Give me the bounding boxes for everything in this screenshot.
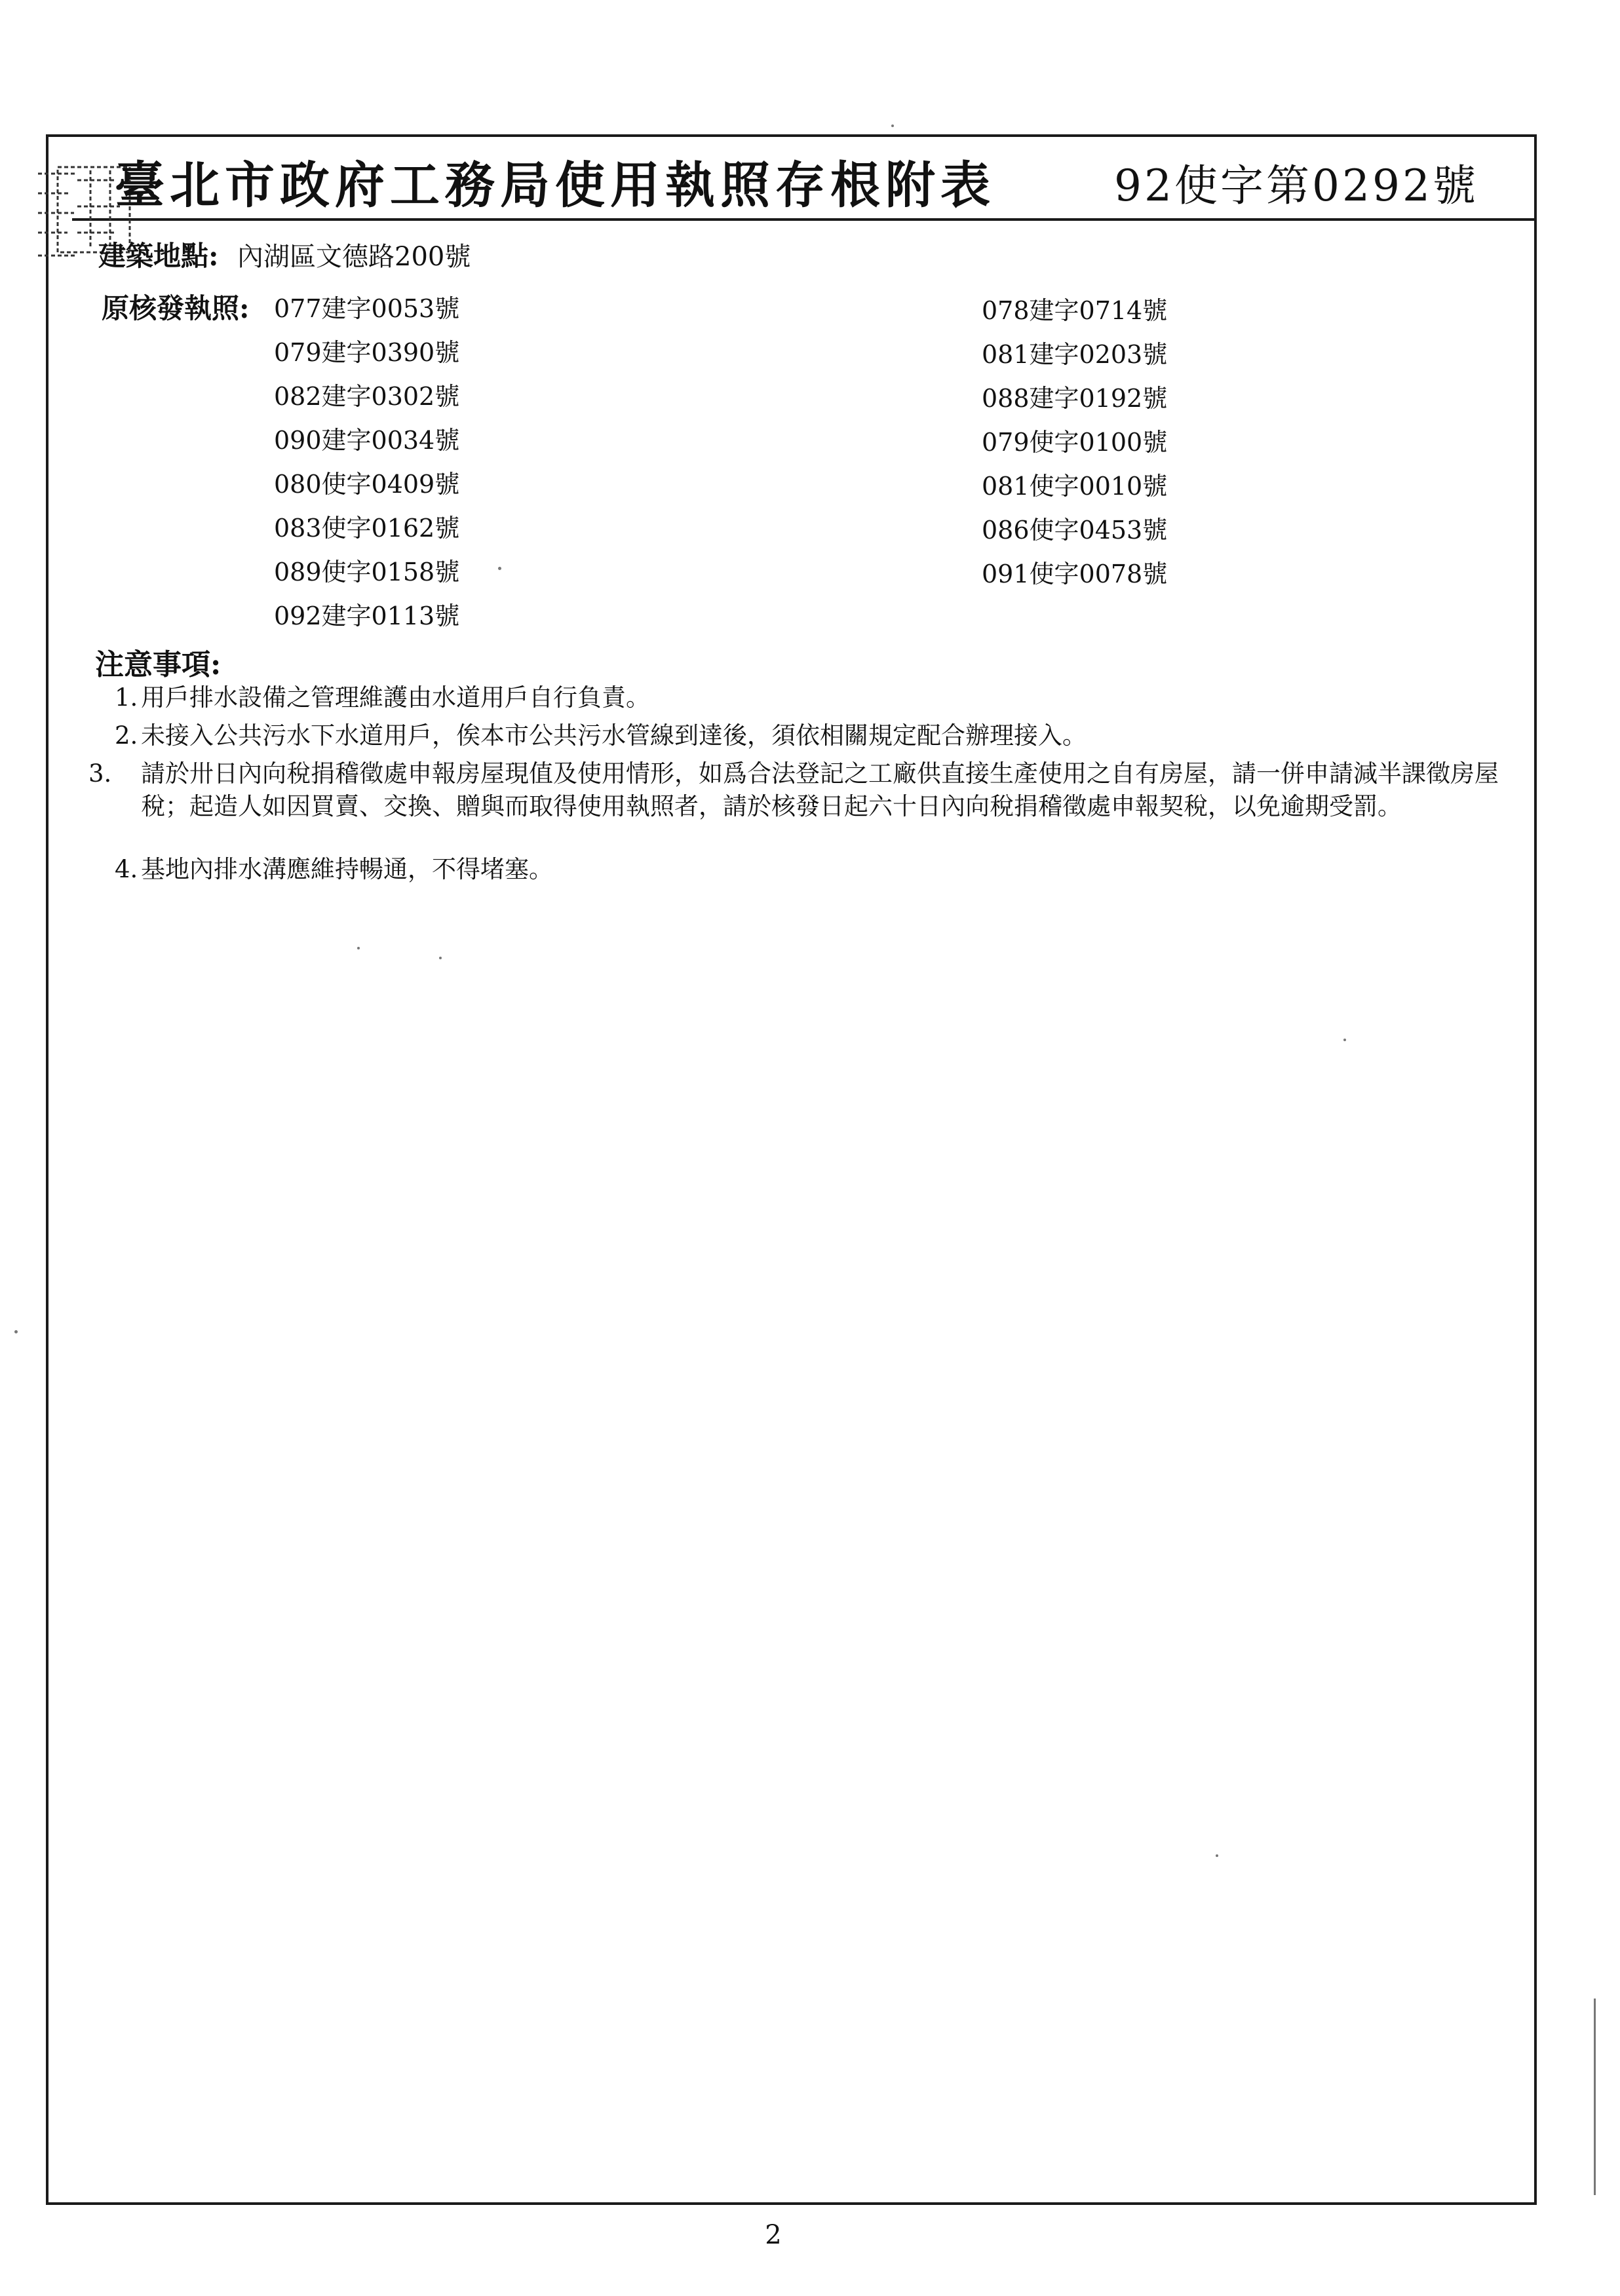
permit-left-4: 090建字0034號 bbox=[274, 426, 460, 455]
note-text: 請於卅日內向稅捐稽徵處申報房屋現值及使用情形，如爲合法登記之工廠供直接生產使用之自有房屋，請一併申請減半課徵房屋稅；起造人如因買賣、交換、贈與而取得使用執照者，請於核發日起六十日內向稅捐稽徵處申報契稅，以免逾期受罰。 bbox=[141, 759, 1499, 820]
scan-edge-line bbox=[1594, 1999, 1596, 2195]
note-item-1 bbox=[115, 681, 1517, 714]
scan-speck bbox=[14, 1330, 18, 1333]
page-number: 2 bbox=[765, 2220, 782, 2250]
scan-speck bbox=[1343, 1039, 1346, 1041]
note-number: 3. bbox=[88, 759, 112, 788]
permit-right-6: 086使字0453號 bbox=[982, 516, 1168, 545]
note-number: 1. bbox=[115, 683, 138, 712]
permit-right-4: 079使字0100號 bbox=[982, 428, 1168, 457]
scan-speck bbox=[498, 567, 501, 570]
permit-left-2: 079建字0390號 bbox=[274, 338, 460, 367]
permits-label: 原核發執照: bbox=[102, 292, 250, 324]
title-divider bbox=[72, 218, 1537, 221]
address-label: 建築地點: bbox=[98, 240, 219, 272]
address-value: 內湖區文德路200號 bbox=[237, 242, 471, 272]
note-number: 2. bbox=[115, 721, 138, 750]
page-title: 臺北市政府工務局使用執照存根附表 bbox=[115, 156, 995, 214]
scan-speck bbox=[1216, 1854, 1218, 1857]
document-number: 92使字第0292號 bbox=[1114, 161, 1478, 211]
note-text: 未接入公共污水下水道用戶，俟本市公共污水管線到達後，須依相關規定配合辦理接入。 bbox=[141, 721, 1087, 750]
permit-left-5: 080使字0409號 bbox=[274, 470, 460, 499]
note-item-3 bbox=[88, 757, 1517, 823]
permit-left-8: 092建字0113號 bbox=[274, 602, 460, 630]
permit-left-6: 083使字0162號 bbox=[274, 514, 460, 543]
permit-right-2: 081建字0203號 bbox=[982, 340, 1168, 369]
permit-left-7: 089使字0158號 bbox=[274, 558, 460, 586]
scan-speck bbox=[357, 947, 360, 949]
note-text: 基地內排水溝應維持暢通，不得堵塞。 bbox=[141, 855, 553, 883]
notes-title: 注意事項: bbox=[95, 648, 222, 681]
permit-left-1: 077建字0053號 bbox=[274, 294, 460, 323]
permit-right-1: 078建字0714號 bbox=[982, 296, 1168, 325]
note-item-4 bbox=[115, 853, 1517, 886]
note-number: 4. bbox=[115, 855, 138, 883]
scan-speck bbox=[439, 957, 442, 959]
scan-speck bbox=[891, 124, 894, 127]
note-text: 用戶排水設備之管理維護由水道用戶自行負責。 bbox=[141, 683, 650, 712]
permit-right-3: 088建字0192號 bbox=[982, 384, 1168, 413]
permit-left-3: 082建字0302號 bbox=[274, 382, 460, 411]
note-item-2 bbox=[115, 719, 1517, 752]
permit-right-5: 081使字0010號 bbox=[982, 472, 1168, 501]
permit-right-7: 091使字0078號 bbox=[982, 560, 1168, 588]
page-frame bbox=[46, 134, 1537, 2205]
